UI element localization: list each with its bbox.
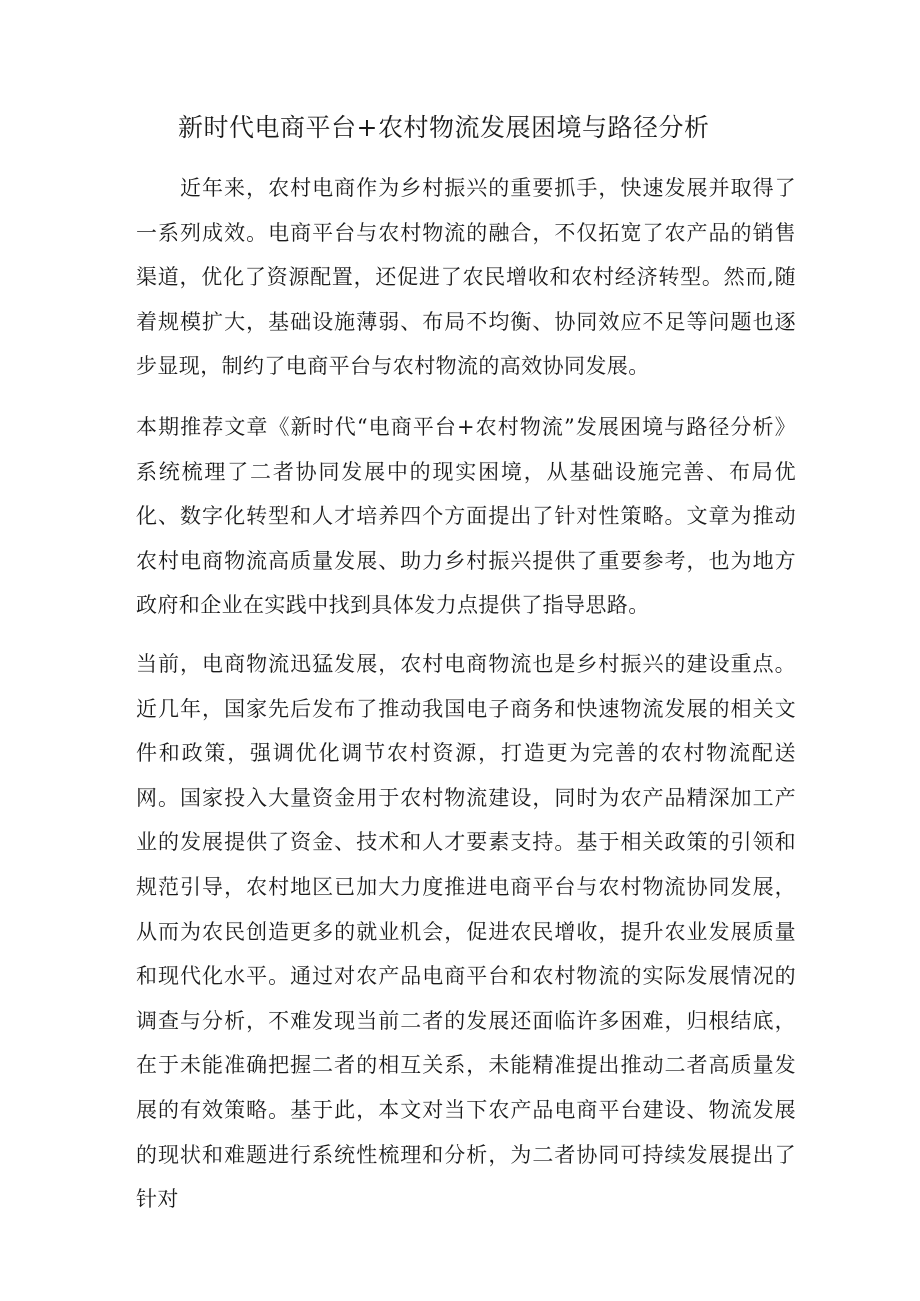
paragraph-background: 当前，电商物流迅猛发展，农村电商物流也是乡村振兴的建设重点。近几年，国家先后发布了推动我国电子商务和快速物流发展的相关文件和政策，强调优化调节农村资源，打造更为完善的农村物流配送网。国家投入大量资金用于农村物流建设，同时为农产品精深加工产业的发展提供了资金、技术和人才要素支持。基于相关政策的引领和规范引导，农村地区已加大力度推进电商平台与农村物流协同发展，从而为农民创造更多的就业机会，促进农民增收，提升农业发展质量和现代化水平。通过对农产品电商平台和农村物流的实际发展情况的调查与分析，不难发现当前二者的发展还面临许多困难，归根结底，在于未能准确把握二者的相互关系，未能精准提出推动二者高质量发展的有效策略。基于此，本文对当下农产品电商平台建设、物流发展的现状和难题进行系统性梳理和分析，为二者协同可持续发展提出了针对 xyxy=(136,652,796,1212)
paragraph-recommendation: 本期推荐文章《新时代“电商平台+农村物流”发展困境与路径分析》系统梳理了二者协同发展中的现实困境，从基础设施完善、布局优化、数字化转型和人才培养四个方面提出了针对性策略。文章为推动农村电商物流高质量发展、助力乡村振兴提供了重要参考，也为地方政府和企业在实践中找到具体发力点提供了指导思路。 xyxy=(136,415,796,618)
paragraph-intro: 近年来，农村电商作为乡村振兴的重要抓手，快速发展并取得了一系列成效。电商平台与农村物流的融合，不仅拓宽了农产品的销售渠道，优化了资源配置，还促进了农民增收和农村经济转型。然而,随着规模扩大，基础设施薄弱、布局不均衡、协同效应不足等问题也逐步显现，制约了电商平台与农村物流的高效协同发展。 xyxy=(136,176,796,379)
document-title: 新时代电商平台+农村物流发展困境与路径分析 xyxy=(178,113,710,142)
